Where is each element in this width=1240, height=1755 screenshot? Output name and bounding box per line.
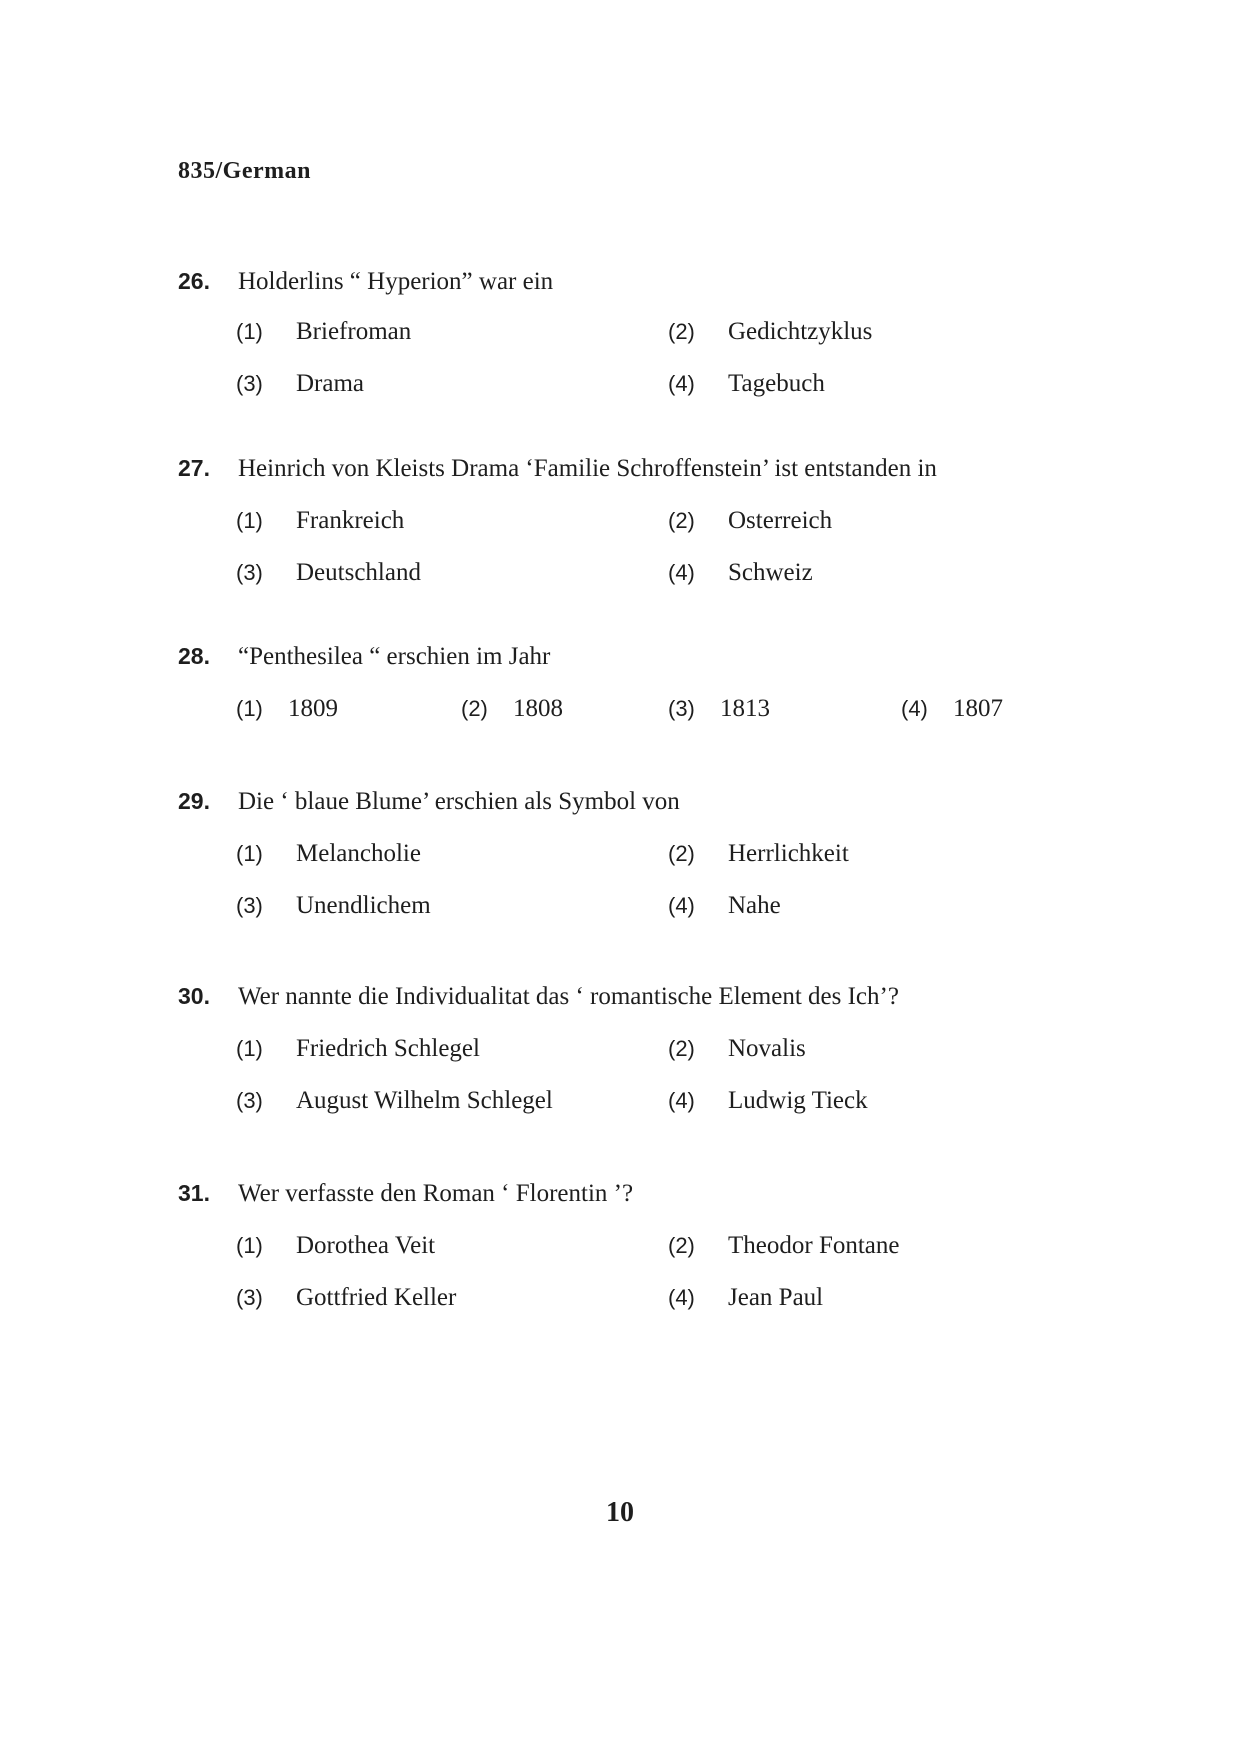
document-header: 835/German	[178, 158, 311, 184]
option-text: Unendlichem	[296, 892, 431, 919]
option-text: Ludwig Tieck	[728, 1087, 868, 1114]
question-stem	[178, 643, 1138, 683]
option-number: (4)	[668, 893, 695, 918]
option-text: Theodor Fontane	[728, 1232, 900, 1259]
question-30	[178, 983, 1138, 1139]
option-row	[178, 892, 1138, 944]
question-text: Die ‘ blaue Blume’ erschien als Symbol von	[238, 788, 680, 815]
option-2[interactable]	[668, 318, 872, 346]
option-3[interactable]	[236, 370, 364, 398]
option-text: Briefroman	[296, 318, 412, 345]
option-text: August Wilhelm Schlegel	[296, 1087, 553, 1114]
question-stem	[178, 983, 1138, 1023]
question-stem	[178, 788, 1138, 828]
option-text: Novalis	[728, 1035, 806, 1062]
option-2[interactable]	[668, 1232, 899, 1260]
option-2[interactable]	[461, 695, 563, 723]
option-number: (2)	[668, 1036, 695, 1061]
question-31	[178, 1180, 1138, 1336]
option-3[interactable]	[236, 559, 421, 587]
option-number: (3)	[668, 696, 695, 721]
question-stem	[178, 268, 1138, 308]
option-row	[178, 318, 1138, 370]
option-4[interactable]	[668, 1087, 868, 1115]
option-1[interactable]	[236, 507, 404, 535]
question-stem	[178, 455, 1138, 495]
option-number: (3)	[236, 893, 263, 918]
option-2[interactable]	[668, 840, 849, 868]
question-text: Wer nannte die Individualitat das ‘ romantische Element des Ich’?	[238, 983, 899, 1010]
option-text: Melancholie	[296, 840, 421, 867]
option-4[interactable]	[668, 370, 825, 398]
question-28	[178, 643, 1138, 747]
question-number: 30.	[178, 983, 210, 1009]
option-number: (4)	[668, 371, 695, 396]
option-text: Osterreich	[728, 507, 833, 534]
option-3[interactable]	[668, 695, 770, 723]
option-text: Friedrich Schlegel	[296, 1035, 480, 1062]
option-row	[178, 1035, 1138, 1087]
option-4[interactable]	[668, 1284, 823, 1312]
option-row	[178, 840, 1138, 892]
option-number: (1)	[236, 1233, 263, 1258]
question-29	[178, 788, 1138, 944]
option-1[interactable]	[236, 695, 338, 723]
option-text: Jean Paul	[728, 1284, 824, 1311]
question-text: “Penthesilea “ erschien im Jahr	[238, 643, 551, 670]
option-text: Drama	[296, 370, 365, 397]
option-row	[178, 559, 1138, 611]
option-4[interactable]	[668, 892, 781, 920]
option-row	[178, 1087, 1138, 1139]
option-row	[178, 507, 1138, 559]
option-number: (2)	[461, 696, 488, 721]
option-1[interactable]	[236, 1232, 435, 1260]
option-3[interactable]	[236, 892, 431, 920]
option-number: (3)	[236, 371, 263, 396]
option-number: (3)	[236, 1088, 263, 1113]
page-number: 10	[606, 1497, 634, 1528]
option-text: Frankreich	[296, 507, 405, 534]
option-row	[178, 695, 1138, 747]
question-26	[178, 268, 1138, 422]
question-number: 27.	[178, 455, 210, 481]
option-text: Schweiz	[728, 559, 813, 586]
option-row	[178, 1232, 1138, 1284]
option-text: 1807	[953, 695, 1003, 722]
question-number: 26.	[178, 268, 210, 294]
option-text: 1813	[720, 695, 770, 722]
option-text: 1809	[288, 695, 338, 722]
option-number: (2)	[668, 319, 695, 344]
option-text: Nahe	[728, 892, 781, 919]
option-number: (1)	[236, 696, 263, 721]
option-number: (4)	[668, 1088, 695, 1113]
option-text: 1808	[513, 695, 563, 722]
option-4[interactable]	[668, 559, 813, 587]
option-number: (1)	[236, 1036, 263, 1061]
option-1[interactable]	[236, 840, 421, 868]
option-text: Dorothea Veit	[296, 1232, 436, 1259]
option-number: (4)	[668, 1285, 695, 1310]
option-1[interactable]	[236, 1035, 480, 1063]
option-number: (3)	[236, 560, 263, 585]
option-1[interactable]	[236, 318, 411, 346]
option-3[interactable]	[236, 1284, 456, 1312]
question-text: Wer verfasste den Roman ‘ Florentin ’?	[238, 1180, 634, 1207]
option-number: (4)	[901, 696, 928, 721]
option-number: (2)	[668, 1233, 695, 1258]
option-number: (1)	[236, 319, 263, 344]
question-stem	[178, 1180, 1138, 1220]
option-number: (2)	[668, 508, 695, 533]
option-row	[178, 1284, 1138, 1336]
option-2[interactable]	[668, 507, 832, 535]
question-number: 28.	[178, 643, 210, 669]
option-text: Herrlichkeit	[728, 840, 849, 867]
question-text: Holderlins “ Hyperion” war ein	[238, 268, 554, 295]
option-3[interactable]	[236, 1087, 553, 1115]
question-number: 29.	[178, 788, 210, 814]
option-4[interactable]	[901, 695, 1003, 723]
option-number: (4)	[668, 560, 695, 585]
option-2[interactable]	[668, 1035, 806, 1063]
option-text: Gottfried Keller	[296, 1284, 457, 1311]
option-number: (1)	[236, 508, 263, 533]
option-number: (3)	[236, 1285, 263, 1310]
option-text: Tagebuch	[728, 370, 825, 397]
option-row	[178, 370, 1138, 422]
question-27	[178, 455, 1138, 611]
option-text: Gedichtzyklus	[728, 318, 873, 345]
question-number: 31.	[178, 1180, 210, 1206]
question-text: Heinrich von Kleists Drama ‘Familie Schroffenstein’ ist entstanden in	[238, 455, 937, 482]
option-number: (2)	[668, 841, 695, 866]
option-number: (1)	[236, 841, 263, 866]
option-text: Deutschland	[296, 559, 421, 586]
